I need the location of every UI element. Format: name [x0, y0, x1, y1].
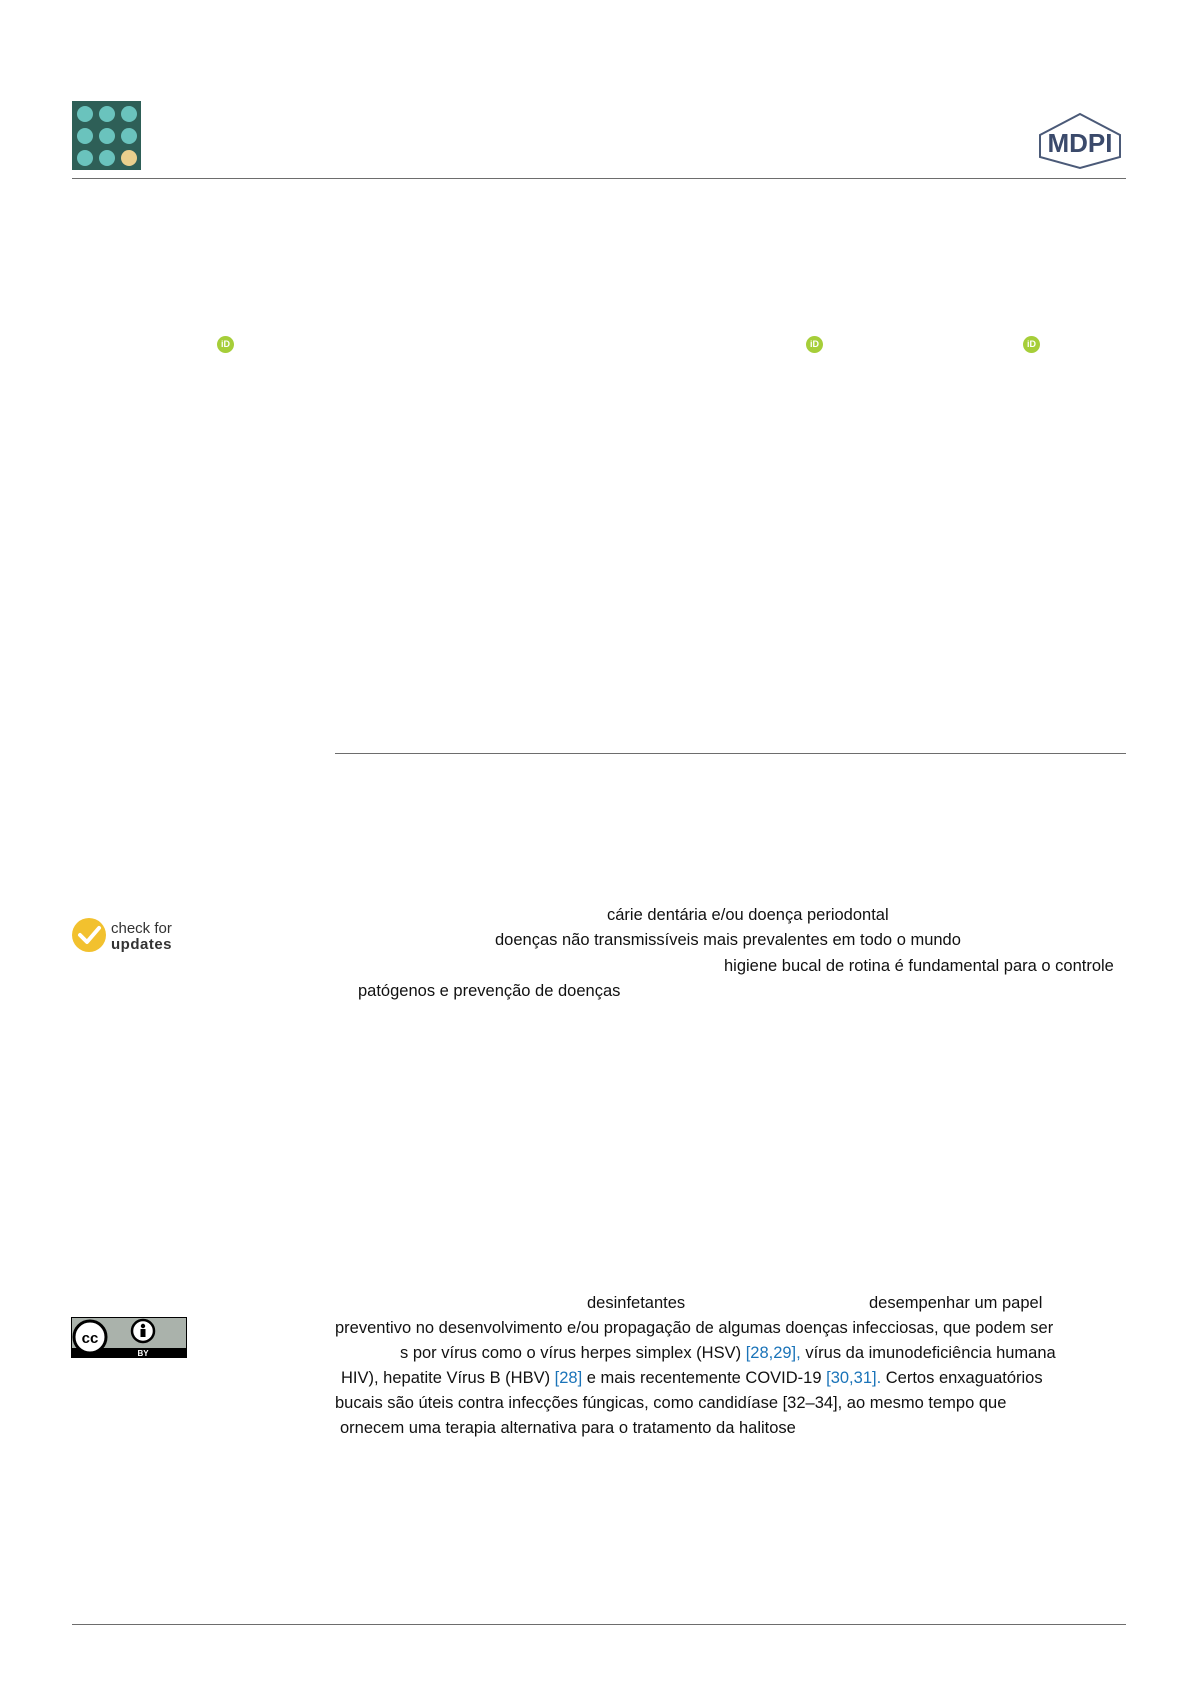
check-circle-icon: [71, 917, 107, 953]
orcid-icon[interactable]: iD: [1023, 336, 1040, 353]
mdpi-logo-text: MDPI: [1047, 128, 1113, 158]
journal-logo: [72, 101, 141, 170]
citation-link[interactable]: [28]: [554, 1369, 583, 1387]
body-text-fragment: patógenos e prevenção de doenças: [358, 982, 621, 1000]
body-text-span: Certos enxaguatórios: [881, 1369, 1043, 1387]
body-text-span: vírus da imunodeficiência humana: [800, 1344, 1056, 1362]
body-text-fragment: desempenhar um papel: [869, 1294, 1043, 1312]
body-text-fragment: cárie dentária e/ou doença periodontal: [607, 906, 889, 924]
header-rule: [72, 178, 1126, 179]
journal-logo-dot: [77, 128, 93, 144]
body-text-fragment: desinfetantes: [587, 1294, 686, 1312]
body-text-span: HIV), hepatite Vírus B (HBV): [341, 1369, 555, 1387]
check-for-updates-badge[interactable]: [71, 916, 181, 954]
body-text-line: ornecem uma terapia alternativa para o tratamento da halitose: [340, 1419, 796, 1437]
journal-logo-dot: [121, 150, 137, 166]
body-text-line: [400, 1341, 1056, 1366]
body-text-span: s por vírus como o vírus herpes simplex (HSV): [400, 1344, 746, 1362]
footer-rule: [72, 1624, 1126, 1625]
body-text-fragment: doenças não transmissíveis mais prevalentes em todo o mundo: [495, 931, 961, 949]
orcid-icon[interactable]: iD: [217, 336, 234, 353]
journal-logo-dot: [77, 150, 93, 166]
body-text-span: e mais recentemente COVID-19: [582, 1369, 827, 1387]
journal-logo-dot: [121, 128, 137, 144]
orcid-icon[interactable]: iD: [806, 336, 823, 353]
body-text-fragment: higiene bucal de rotina é fundamental para o controle: [724, 957, 1114, 975]
cc-by-label: BY: [137, 1349, 149, 1358]
svg-text:cc: cc: [81, 1330, 99, 1347]
body-text-line: [341, 1366, 1043, 1391]
journal-logo-dot: [99, 106, 115, 122]
journal-logo-dot: [99, 128, 115, 144]
journal-logo-dot: [99, 150, 115, 166]
citation-link[interactable]: [28,29],: [745, 1344, 801, 1362]
check-for-updates-line2: updates: [111, 936, 173, 953]
journal-logo-dot: [77, 106, 93, 122]
abstract-rule: [335, 753, 1126, 754]
cc-by-license-badge[interactable]: [71, 1317, 187, 1358]
citation-link[interactable]: [30,31].: [826, 1369, 882, 1387]
journal-logo-dot: [121, 106, 137, 122]
body-text-line: bucais são úteis contra infecções fúngicas, como candidíase [32–34], ao mesmo tempo que: [335, 1394, 1007, 1412]
check-for-updates-line1: check for: [111, 920, 172, 937]
body-text-line: preventivo no desenvolvimento e/ou propagação de algumas doenças infecciosas, que podem ser: [335, 1319, 1054, 1337]
mdpi-logo: [1036, 112, 1124, 170]
